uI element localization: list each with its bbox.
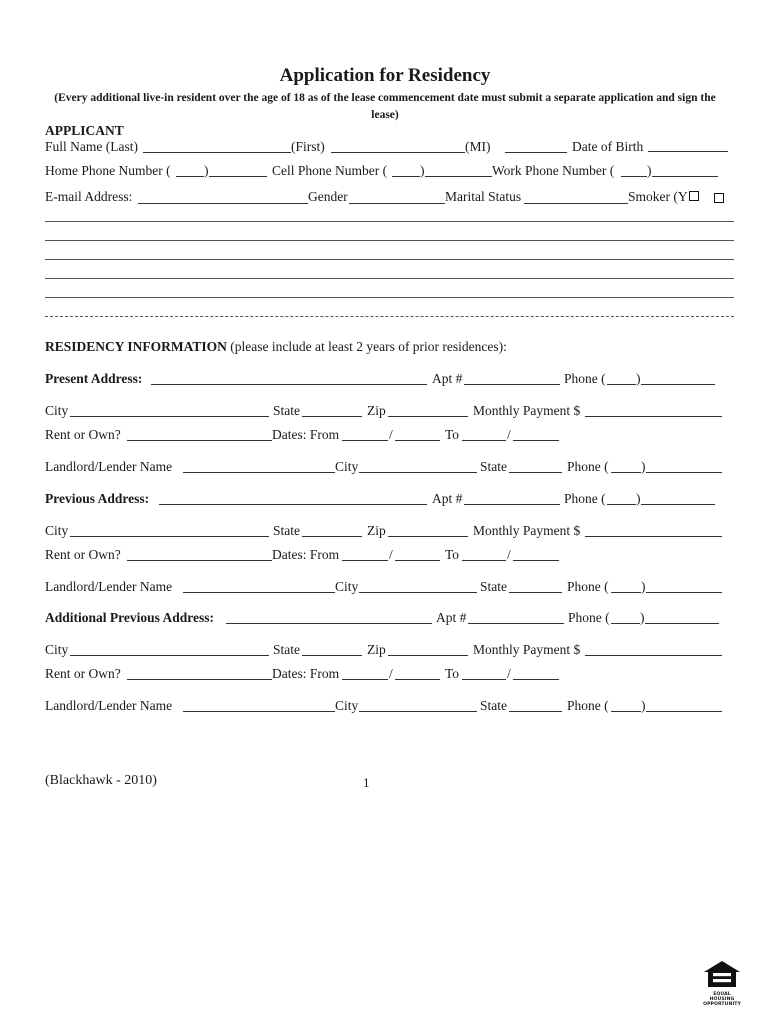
- additional-payment-field[interactable]: [585, 655, 722, 656]
- cell-phone-field[interactable]: [425, 176, 492, 177]
- previous-phone-paren: ): [636, 491, 641, 506]
- date-of-birth-label: Date of Birth: [572, 139, 644, 154]
- notes-line[interactable]: [45, 316, 734, 317]
- previous-phone-field[interactable]: [641, 504, 715, 505]
- present-to-month-field[interactable]: [462, 440, 506, 441]
- present-zip-label: Zip: [367, 403, 386, 418]
- previous-zip-label: Zip: [367, 523, 386, 538]
- previous-landlord-city-field[interactable]: [359, 592, 477, 593]
- previous-apt-field[interactable]: [464, 504, 560, 505]
- additional-city-label: City: [45, 642, 69, 657]
- additional-landlord-label: Landlord/Lender Name: [45, 698, 173, 713]
- previous-dates-from-label: Dates: From: [272, 547, 340, 562]
- additional-zip-field[interactable]: [388, 655, 468, 656]
- previous-to-month-field[interactable]: [462, 560, 506, 561]
- previous-landlord-phone-area-field[interactable]: [611, 592, 641, 593]
- previous-address-label: Previous Address:: [45, 491, 150, 506]
- previous-rent-own-field[interactable]: [127, 560, 272, 561]
- additional-from-month-field[interactable]: [342, 679, 388, 680]
- smoker-no-checkbox[interactable]: [714, 193, 724, 203]
- present-from-month-field[interactable]: [342, 440, 388, 441]
- additional-phone-label: Phone (: [568, 610, 610, 625]
- previous-from-year-field[interactable]: [395, 560, 440, 561]
- additional-city-field[interactable]: [70, 655, 269, 656]
- date-of-birth-field[interactable]: [648, 151, 728, 152]
- previous-phone-area-field[interactable]: [607, 504, 636, 505]
- notes-line[interactable]: [45, 297, 734, 298]
- work-phone-field[interactable]: [652, 176, 718, 177]
- additional-landlord-state-field[interactable]: [509, 711, 562, 712]
- previous-landlord-city-label: City: [335, 579, 359, 594]
- page-title: Application for Residency: [279, 65, 491, 86]
- cell-phone-label: Cell Phone Number (: [272, 163, 388, 178]
- previous-payment-label: Monthly Payment $: [473, 523, 581, 538]
- additional-rent-own-label: Rent or Own?: [45, 666, 121, 681]
- applicant-heading: APPLICANT: [45, 123, 124, 138]
- previous-phone-label: Phone (: [564, 491, 606, 506]
- eho-line2: OPPORTUNITY: [703, 1002, 741, 1007]
- present-phone-area-field[interactable]: [607, 384, 636, 385]
- last-name-field[interactable]: [143, 152, 291, 153]
- notes-line[interactable]: [45, 240, 734, 241]
- present-landlord-state-label: State: [480, 459, 507, 474]
- marital-status-field[interactable]: [524, 203, 628, 204]
- additional-landlord-phone-area-field[interactable]: [611, 711, 641, 712]
- additional-landlord-field[interactable]: [183, 711, 335, 712]
- work-phone-label: Work Phone Number (: [492, 163, 615, 178]
- previous-landlord-phone-field[interactable]: [646, 592, 722, 593]
- eho-line1: EQUAL HOUSING: [709, 992, 735, 1002]
- additional-from-slash: /: [389, 666, 393, 681]
- page-subtitle: (Every additional live-in resident over the age of 18 as of the lease commencement date must submit a separate application and sign the lease): [54, 92, 716, 121]
- notes-line[interactable]: [45, 221, 734, 222]
- present-rent-own-label: Rent or Own?: [45, 427, 121, 442]
- additional-landlord-phone-field[interactable]: [646, 711, 722, 712]
- previous-landlord-label: Landlord/Lender Name: [45, 579, 173, 594]
- previous-address-field[interactable]: [159, 504, 427, 505]
- house-icon: [702, 960, 742, 988]
- present-landlord-phone-field[interactable]: [646, 472, 722, 473]
- email-field[interactable]: [138, 203, 308, 204]
- additional-from-year-field[interactable]: [395, 679, 440, 680]
- present-landlord-field[interactable]: [183, 472, 335, 473]
- additional-phone-paren: ): [640, 610, 645, 625]
- previous-state-field[interactable]: [302, 536, 362, 537]
- additional-landlord-state-label: State: [480, 698, 507, 713]
- present-from-slash: /: [389, 427, 393, 442]
- additional-state-field[interactable]: [302, 655, 362, 656]
- previous-from-slash: /: [389, 547, 393, 562]
- additional-address-field[interactable]: [226, 623, 432, 624]
- present-apt-label: Apt #: [432, 371, 463, 386]
- previous-landlord-phone-paren: ): [641, 579, 646, 594]
- previous-landlord-state-label: State: [480, 579, 507, 594]
- middle-initial-field[interactable]: [505, 152, 567, 153]
- additional-landlord-phone-label: Phone (: [567, 698, 609, 713]
- present-apt-field[interactable]: [464, 384, 560, 385]
- present-city-field[interactable]: [70, 416, 269, 417]
- present-city-label: City: [45, 403, 69, 418]
- home-phone-label: Home Phone Number (: [45, 163, 171, 178]
- previous-to-slash: /: [507, 547, 511, 562]
- middle-initial-label: (MI): [465, 139, 491, 154]
- previous-landlord-phone-label: Phone (: [567, 579, 609, 594]
- first-name-field[interactable]: [331, 152, 465, 153]
- home-phone-paren: ): [204, 163, 209, 178]
- additional-address-label: Additional Previous Address:: [45, 610, 215, 625]
- present-address-label: Present Address:: [45, 371, 143, 386]
- additional-landlord-city-label: City: [335, 698, 359, 713]
- cell-phone-area-field[interactable]: [392, 176, 420, 177]
- page-number: 1: [363, 775, 370, 790]
- previous-state-label: State: [273, 523, 300, 538]
- present-landlord-city-label: City: [335, 459, 359, 474]
- gender-field[interactable]: [349, 203, 445, 204]
- smoker-yes-checkbox[interactable]: [689, 191, 699, 201]
- additional-phone-area-field[interactable]: [611, 623, 640, 624]
- additional-to-label: To: [445, 666, 460, 681]
- previous-to-year-field[interactable]: [513, 560, 559, 561]
- additional-apt-field[interactable]: [468, 623, 564, 624]
- smoker-label: [628, 190, 699, 204]
- present-address-field[interactable]: [151, 384, 427, 385]
- gender-label: Gender: [308, 189, 348, 204]
- previous-payment-field[interactable]: [585, 536, 722, 537]
- additional-landlord-phone-paren: ): [641, 698, 646, 713]
- present-state-label: State: [273, 403, 300, 418]
- present-landlord-city-field[interactable]: [359, 472, 477, 473]
- work-phone-paren: ): [647, 163, 652, 178]
- present-landlord-label: Landlord/Lender Name: [45, 459, 173, 474]
- previous-landlord-field[interactable]: [183, 592, 335, 593]
- additional-state-label: State: [273, 642, 300, 657]
- notes-line[interactable]: [45, 259, 734, 260]
- present-landlord-phone-label: Phone (: [567, 459, 609, 474]
- additional-apt-label: Apt #: [436, 610, 467, 625]
- present-to-slash: /: [507, 427, 511, 442]
- first-name-label: (First): [291, 139, 325, 154]
- additional-landlord-city-field[interactable]: [359, 711, 477, 712]
- present-landlord-phone-area-field[interactable]: [611, 472, 641, 473]
- present-to-label: To: [445, 427, 460, 442]
- present-landlord-phone-paren: ): [641, 459, 646, 474]
- previous-apt-label: Apt #: [432, 491, 463, 506]
- notes-line[interactable]: [45, 278, 734, 279]
- marital-status-label: Marital Status: [445, 189, 522, 204]
- additional-to-slash: /: [507, 666, 511, 681]
- previous-zip-field[interactable]: [388, 536, 468, 537]
- equal-housing-logo: [700, 960, 744, 1007]
- home-phone-field[interactable]: [209, 176, 267, 177]
- additional-phone-field[interactable]: [645, 623, 719, 624]
- previous-city-field[interactable]: [70, 536, 269, 537]
- present-rent-own-field[interactable]: [127, 440, 272, 441]
- previous-from-month-field[interactable]: [342, 560, 388, 561]
- additional-dates-from-label: Dates: From: [272, 666, 340, 681]
- present-dates-from-label: Dates: From: [272, 427, 340, 442]
- present-phone-field[interactable]: [641, 384, 715, 385]
- residency-heading-text: RESIDENCY INFORMATION: [45, 339, 227, 354]
- additional-payment-label: Monthly Payment $: [473, 642, 581, 657]
- previous-rent-own-label: Rent or Own?: [45, 547, 121, 562]
- smoker-label-text: Smoker (Y: [628, 189, 688, 204]
- email-label: E-mail Address:: [45, 189, 133, 204]
- additional-to-month-field[interactable]: [462, 679, 506, 680]
- present-landlord-state-field[interactable]: [509, 472, 562, 473]
- residency-note: (please include at least 2 years of prior residences):: [226, 339, 507, 354]
- present-payment-field[interactable]: [585, 416, 722, 417]
- present-state-field[interactable]: [302, 416, 362, 417]
- present-to-year-field[interactable]: [513, 440, 559, 441]
- additional-to-year-field[interactable]: [513, 679, 559, 680]
- present-phone-label: Phone (: [564, 371, 606, 386]
- work-phone-area-field[interactable]: [621, 176, 647, 177]
- present-payment-label: Monthly Payment $: [473, 403, 581, 418]
- present-from-year-field[interactable]: [395, 440, 440, 441]
- form-version: (Blackhawk - 2010): [45, 773, 157, 788]
- present-phone-paren: ): [636, 371, 641, 386]
- home-phone-area-field[interactable]: [176, 176, 204, 177]
- additional-zip-label: Zip: [367, 642, 386, 657]
- present-zip-field[interactable]: [388, 416, 468, 417]
- full-name-last-label: Full Name (Last): [45, 139, 138, 154]
- previous-city-label: City: [45, 523, 69, 538]
- previous-landlord-state-field[interactable]: [509, 592, 562, 593]
- previous-to-label: To: [445, 547, 460, 562]
- residency-heading: [45, 340, 507, 354]
- additional-rent-own-field[interactable]: [127, 679, 272, 680]
- cell-phone-paren: ): [420, 163, 425, 178]
